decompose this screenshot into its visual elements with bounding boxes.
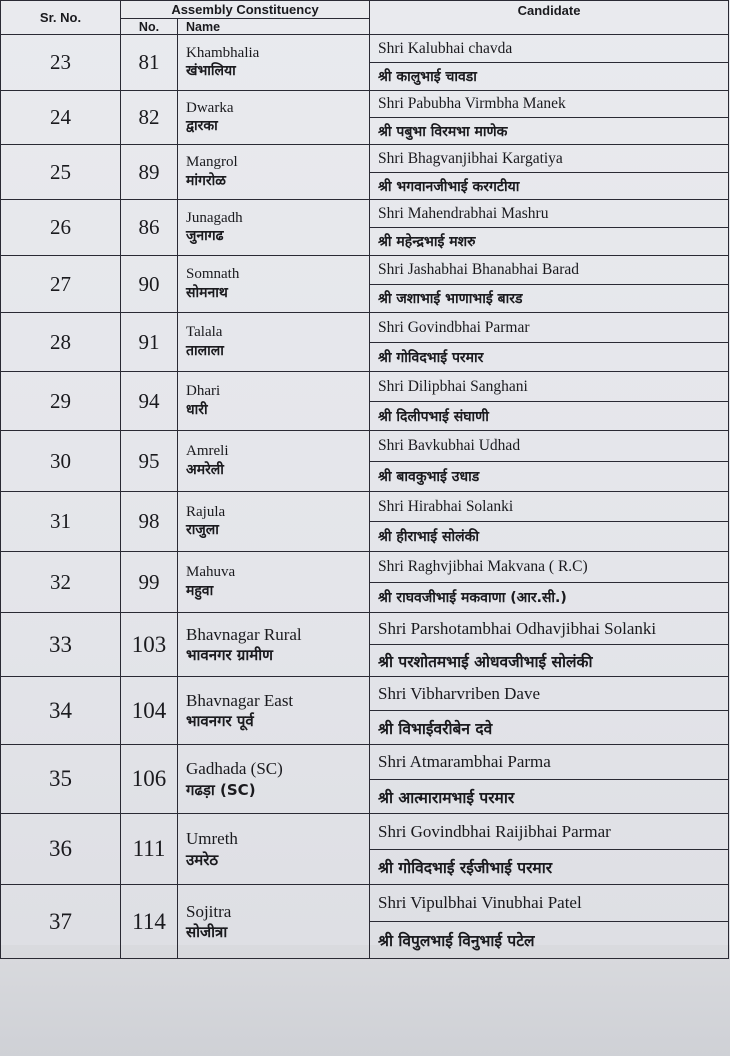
table-row — [1, 613, 729, 645]
constituency-name-en: Dhari — [186, 383, 221, 400]
candidate-name-en: Shri Govindbhai Parmar — [370, 313, 729, 343]
table-row — [1, 677, 729, 711]
sr-no-cell: 32 — [1, 552, 121, 613]
candidate-name-hi: श्री राघवजीभाई मकवाणा (आर.सी.) — [370, 583, 729, 613]
sr-no-cell: 31 — [1, 492, 121, 552]
header-name: Name — [178, 19, 370, 35]
constituency-name-cell — [178, 814, 370, 885]
constituency-no-cell: 94 — [121, 372, 178, 431]
candidate-name-hi: श्री विभाईवरीबेन दवे — [370, 711, 729, 745]
table-row — [1, 91, 729, 118]
candidate-name-hi: श्री कालुभाई चावडा — [370, 63, 729, 91]
sr-no-cell: 28 — [1, 313, 121, 372]
constituency-no-cell: 106 — [121, 745, 178, 814]
constituency-no-cell: 82 — [121, 91, 178, 145]
constituency-name-cell — [178, 313, 370, 372]
candidate-name-en: Shri Atmarambhai Parma — [370, 745, 729, 780]
candidate-name-hi: श्री जशाभाई भाणाभाई बारड — [370, 285, 729, 313]
constituency-no-cell: 98 — [121, 492, 178, 552]
constituency-name-cell — [178, 256, 370, 313]
table-row — [1, 885, 729, 922]
constituency-no-cell: 91 — [121, 313, 178, 372]
sr-no-cell: 29 — [1, 372, 121, 431]
candidate-name-en: Shri Raghvjibhai Makvana ( R.C) — [370, 552, 729, 583]
constituency-no-cell: 90 — [121, 256, 178, 313]
table-row — [1, 552, 729, 583]
candidate-name-en: Shri Pabubha Virmbha Manek — [370, 91, 729, 118]
constituency-no-cell: 95 — [121, 431, 178, 492]
constituency-name-en: Khambhalia — [186, 44, 260, 61]
candidate-name-en: Shri Govindbhai Raijibhai Parmar — [370, 814, 729, 850]
constituency-name-hi: उमरेठ — [186, 850, 219, 869]
constituency-no-cell: 103 — [121, 613, 178, 677]
constituency-name-en: Junagadh — [186, 209, 243, 226]
candidate-name-hi: श्री भगवानजीभाई करगटीया — [370, 173, 729, 200]
constituency-name-en: Rajula — [186, 503, 226, 520]
candidate-name-hi: श्री गोविदभाई रईजीभाई परमार — [370, 850, 729, 885]
constituency-name-cell — [178, 200, 370, 256]
candidate-name-en: Shri Dilipbhai Sanghani — [370, 372, 729, 402]
constituency-name-en: Mangrol — [186, 154, 238, 171]
page-bottom-background — [0, 945, 730, 1056]
constituency-name-hi: गढड़ा (SC) — [186, 780, 256, 799]
candidate-name-hi: श्री विपुलभाई विनुभाई पटेल — [370, 922, 729, 959]
table-row — [1, 431, 729, 462]
constituency-name-cell — [178, 145, 370, 200]
sr-no-cell: 36 — [1, 814, 121, 885]
constituency-name-cell — [178, 91, 370, 145]
table-row — [1, 313, 729, 343]
constituency-name-cell — [178, 372, 370, 431]
sr-no-cell: 34 — [1, 677, 121, 745]
constituency-name-en: Mahuva — [186, 564, 236, 581]
candidate-name-hi: श्री परशोतमभाई ओधवजीभाई सोलंकी — [370, 645, 729, 677]
constituency-name-hi: जुनागढ — [186, 228, 224, 245]
constituency-no-cell: 104 — [121, 677, 178, 745]
constituency-name-hi: राजुला — [186, 522, 219, 539]
candidate-name-en: Shri Bavkubhai Udhad — [370, 431, 729, 462]
constituency-name-cell — [178, 35, 370, 91]
sr-no-cell: 27 — [1, 256, 121, 313]
constituency-name-cell — [178, 885, 370, 959]
candidate-name-hi: श्री पबुभा विरमभा माणेक — [370, 118, 729, 145]
candidate-name-en: Shri Hirabhai Solanki — [370, 492, 729, 522]
constituency-name-cell — [178, 552, 370, 613]
table-row — [1, 372, 729, 402]
constituency-name-cell — [178, 677, 370, 745]
constituency-name-hi: महुवा — [186, 582, 214, 599]
constituency-name-en: Somnath — [186, 266, 240, 283]
sr-no-cell: 37 — [1, 885, 121, 959]
candidate-name-en: Shri Bhagvanjibhai Kargatiya — [370, 145, 729, 173]
sr-no-cell: 35 — [1, 745, 121, 814]
header-assembly-constituency: Assembly Constituency — [121, 1, 370, 19]
constituency-name-hi: खंभालिया — [186, 63, 236, 80]
constituency-name-en: Bhavnagar East — [186, 690, 294, 710]
sr-no-cell: 33 — [1, 613, 121, 677]
constituency-no-cell: 114 — [121, 885, 178, 959]
candidate-name-hi: श्री हीराभाई सोलंकी — [370, 522, 729, 552]
constituency-name-hi: मांगरोळ — [186, 172, 226, 189]
candidate-name-en: Shri Kalubhai chavda — [370, 35, 729, 63]
table-row — [1, 200, 729, 228]
candidate-name-en: Shri Parshotambhai Odhavjibhai Solanki — [370, 613, 729, 645]
candidate-name-en: Shri Mahendrabhai Mashru — [370, 200, 729, 228]
constituency-no-cell: 99 — [121, 552, 178, 613]
header-sr-no: Sr. No. — [1, 1, 121, 35]
candidate-name-en: Shri Vibharvriben Dave — [370, 677, 729, 711]
table-row — [1, 814, 729, 850]
constituency-name-cell — [178, 492, 370, 552]
constituency-name-hi: भावनगर ग्रामीण — [186, 646, 273, 664]
header-row — [1, 1, 729, 19]
candidate-name-hi: श्री दिलीपभाई संघाणी — [370, 402, 729, 431]
constituency-name-en: Bhavnagar Rural — [186, 624, 302, 644]
constituency-name-en: Sojitra — [186, 901, 232, 921]
candidate-name-hi: श्री महेन्द्रभाई मशरु — [370, 228, 729, 256]
constituency-no-cell: 86 — [121, 200, 178, 256]
sr-no-cell: 30 — [1, 431, 121, 492]
header-candidate: Candidate — [370, 1, 729, 35]
constituency-name-hi: सोमनाथ — [186, 284, 228, 301]
constituency-no-cell: 111 — [121, 814, 178, 885]
constituency-name-cell — [178, 431, 370, 492]
sr-no-cell: 24 — [1, 91, 121, 145]
constituency-name-hi: धारी — [186, 401, 208, 418]
table-row — [1, 492, 729, 522]
constituency-no-cell: 81 — [121, 35, 178, 91]
table-row — [1, 35, 729, 63]
table-row — [1, 145, 729, 173]
candidate-name-hi: श्री आत्मारामभाई परमार — [370, 780, 729, 814]
candidate-name-en: Shri Jashabhai Bhanabhai Barad — [370, 256, 729, 285]
constituency-name-hi: भावनगर पूर्व — [186, 712, 254, 730]
constituency-name-en: Talala — [186, 324, 223, 341]
sr-no-cell: 26 — [1, 200, 121, 256]
sr-no-cell: 25 — [1, 145, 121, 200]
constituency-name-en: Amreli — [186, 443, 229, 460]
candidate-name-hi: श्री बावकुभाई उधाड — [370, 462, 729, 492]
constituency-name-en: Dwarka — [186, 99, 234, 116]
constituency-name-cell — [178, 745, 370, 814]
constituency-name-cell — [178, 613, 370, 677]
table-row — [1, 745, 729, 780]
candidate-name-en: Shri Vipulbhai Vinubhai Patel — [370, 885, 729, 922]
constituency-no-cell: 89 — [121, 145, 178, 200]
constituency-name-hi: द्वारका — [186, 118, 218, 135]
constituency-name-en: Gadhada (SC) — [186, 759, 283, 779]
sr-no-cell: 23 — [1, 35, 121, 91]
constituency-name-hi: तालाला — [186, 342, 224, 359]
header-no: No. — [121, 19, 178, 35]
constituency-name-hi: सोजीत्रा — [186, 923, 228, 941]
constituency-name-hi: अमरेली — [186, 461, 224, 478]
candidate-name-hi: श्री गोविदभाई परमार — [370, 343, 729, 372]
constituency-name-en: Umreth — [186, 829, 238, 849]
table-row — [1, 256, 729, 285]
